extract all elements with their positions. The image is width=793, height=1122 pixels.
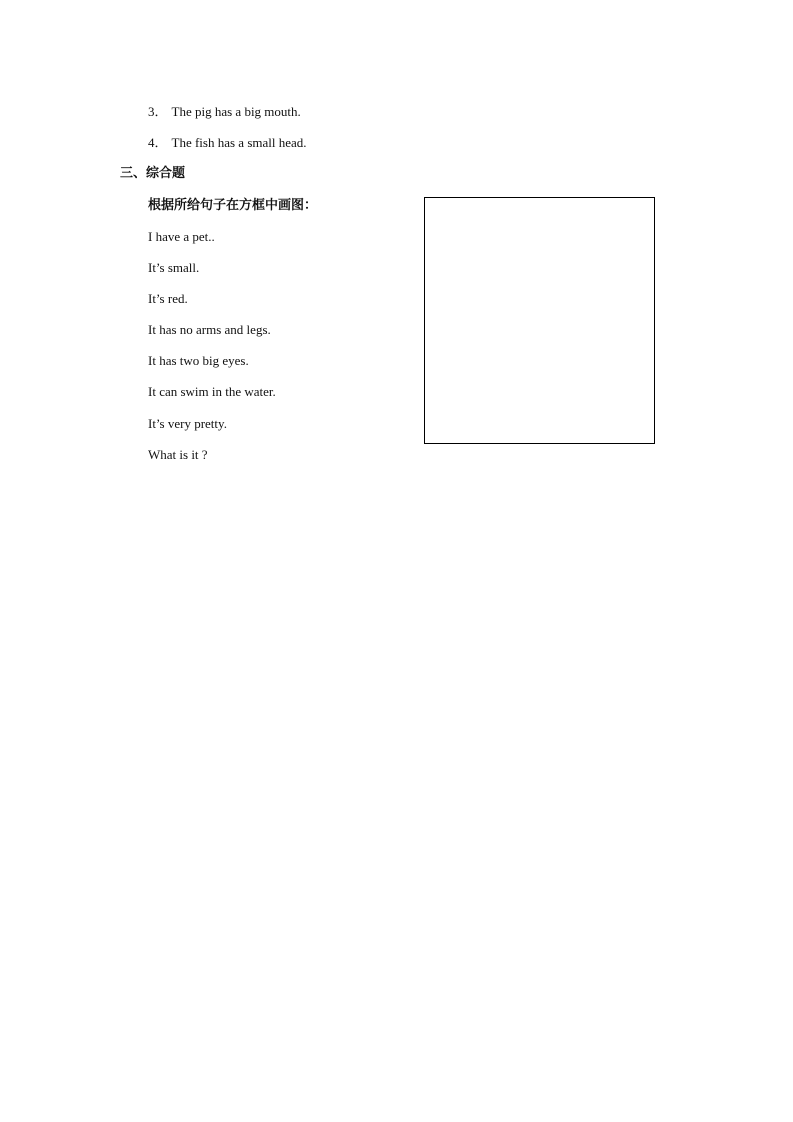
sentence-line: It can swim in the water.: [148, 384, 276, 399]
item-text: The pig has a big mouth.: [171, 104, 301, 119]
sentence-line: It has two big eyes.: [148, 353, 249, 368]
sentence-line: It has no arms and legs.: [148, 322, 271, 337]
sentence-line: It’s very pretty.: [148, 416, 227, 431]
item-number: 4．: [148, 135, 168, 150]
sentence-line: I have a pet..: [148, 229, 215, 244]
question-item-4: [148, 135, 307, 151]
drawing-instruction: 根据所给句子在方框中画图：: [148, 198, 318, 213]
item-text: The fish has a small head.: [171, 135, 307, 150]
question-line: What is it ?: [148, 447, 208, 462]
sentence-line: It’s small.: [148, 260, 200, 275]
item-number: 3．: [148, 104, 168, 119]
question-item-3: [148, 104, 301, 120]
sentence-line: It’s red.: [148, 291, 188, 306]
section-heading: 三、综合题: [120, 166, 186, 181]
drawing-box[interactable]: [424, 197, 655, 444]
